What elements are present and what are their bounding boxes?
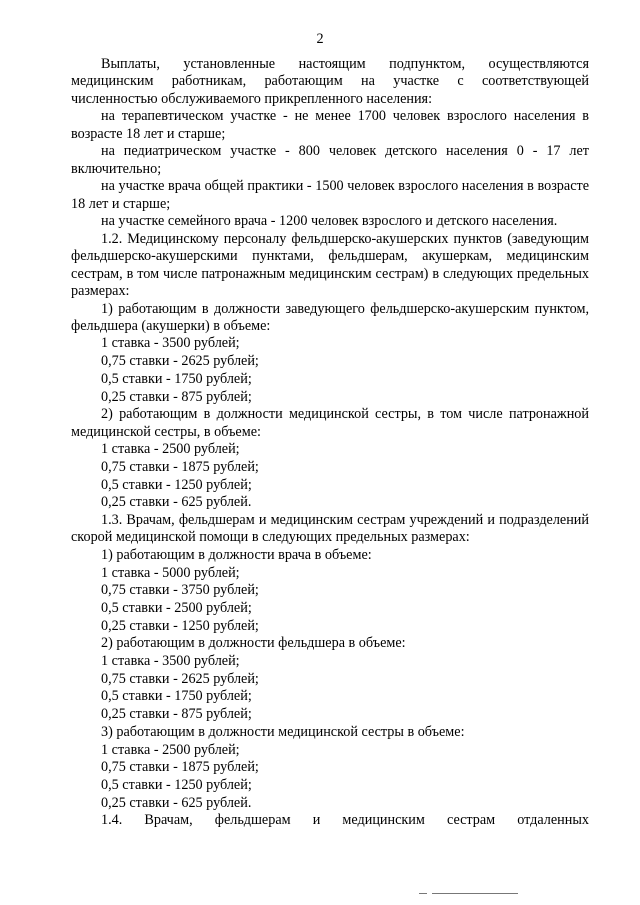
paragraph: 0,5 ставки - 1250 рублей; <box>101 776 252 793</box>
paragraph: 0,75 ставки - 1875 рублей; <box>101 759 259 776</box>
paragraph: 0,25 ставки - 875 рублей; <box>101 706 252 723</box>
paragraph: на участке врача общей практики - 1500 человек взрослого населения в возрасте 18 лет и старше; <box>71 178 589 212</box>
paragraph: 0,5 ставки - 1250 рублей; <box>101 476 252 493</box>
paragraph: на педиатрическом участке - 800 человек детского населения 0 - 17 лет включительно; <box>71 143 589 177</box>
paragraph: 1.3. Врачам, фельдшерам и медицинским сестрам учреждений и подразделений скорой медицинской помощи в следующих предельных размерах: <box>71 511 589 546</box>
paragraph: 3) работающим в должности медицинской сестры в объеме: <box>101 723 465 740</box>
paragraph: 1 ставка - 5000 рублей; <box>101 564 240 581</box>
paragraph: 0,75 ставки - 2625 рублей; <box>101 670 259 687</box>
paragraph: 1 ставка - 2500 рублей; <box>101 741 240 758</box>
paragraph: 1) работающим в должности врача в объеме: <box>101 546 372 563</box>
paragraph: 0,25 ставки - 875 рублей; <box>101 388 252 405</box>
paragraph: 0,5 ставки - 1750 рублей; <box>101 370 252 387</box>
paragraph: 2) работающим в должности фельдшера в объеме: <box>101 635 406 652</box>
paragraph: 2) работающим в должности медицинской сестры, в том числе патронажной медицинской сестры, в объеме: <box>71 406 589 440</box>
page-number: 2 <box>316 31 324 47</box>
document-body <box>71 56 589 830</box>
paragraph: 0,5 ставки - 2500 рублей; <box>101 600 252 617</box>
paragraph: 1 ставка - 2500 рублей; <box>101 441 240 458</box>
footer-dash <box>419 893 427 895</box>
paragraph: 0,25 ставки - 1250 рублей; <box>101 617 259 634</box>
paragraph: 0,75 ставки - 1875 рублей; <box>101 458 259 475</box>
paragraph: на участке семейного врача - 1200 человек взрослого и детского населения. <box>101 213 558 230</box>
paragraph: 1.2. Медицинскому персоналу фельдшерско-акушерских пунктов (заведующим фельдшерско-акушерскими пунктами, фельдшерам, акушеркам, медицинским сестрам, в том числе патронажным медицинским сестрам) в следующих предельных размерах: <box>71 230 589 299</box>
paragraph: 0,75 ставки - 2625 рублей; <box>101 353 259 370</box>
paragraph: на терапевтическом участке - не менее 1700 человек взрослого населения в возрасте 18 лет и старше; <box>71 108 589 142</box>
paragraph: 0,5 ставки - 1750 рублей; <box>101 688 252 705</box>
paragraph: 0,25 ставки - 625 рублей. <box>101 794 252 811</box>
paragraph: 1.4. Врачам, фельдшерам и медицинским сестрам отдаленных <box>101 812 589 829</box>
paragraph: 1 ставка - 3500 рублей; <box>101 335 240 352</box>
paragraph: 1 ставка - 3500 рублей; <box>101 653 240 670</box>
paragraph: Выплаты, установленные настоящим подпунктом, осуществляются медицинским работникам, работающим на участке с соответствующей численностью обслуживаемого прикрепленного населения: <box>71 56 589 107</box>
paragraph: 1) работающим в должности заведующего фельдшерско-акушерским пунктом, фельдшера (акушерки) в объеме: <box>71 300 589 334</box>
footer-rule <box>432 893 518 895</box>
paragraph: 0,25 ставки - 625 рублей. <box>101 494 252 511</box>
paragraph: 0,75 ставки - 3750 рублей; <box>101 582 259 599</box>
